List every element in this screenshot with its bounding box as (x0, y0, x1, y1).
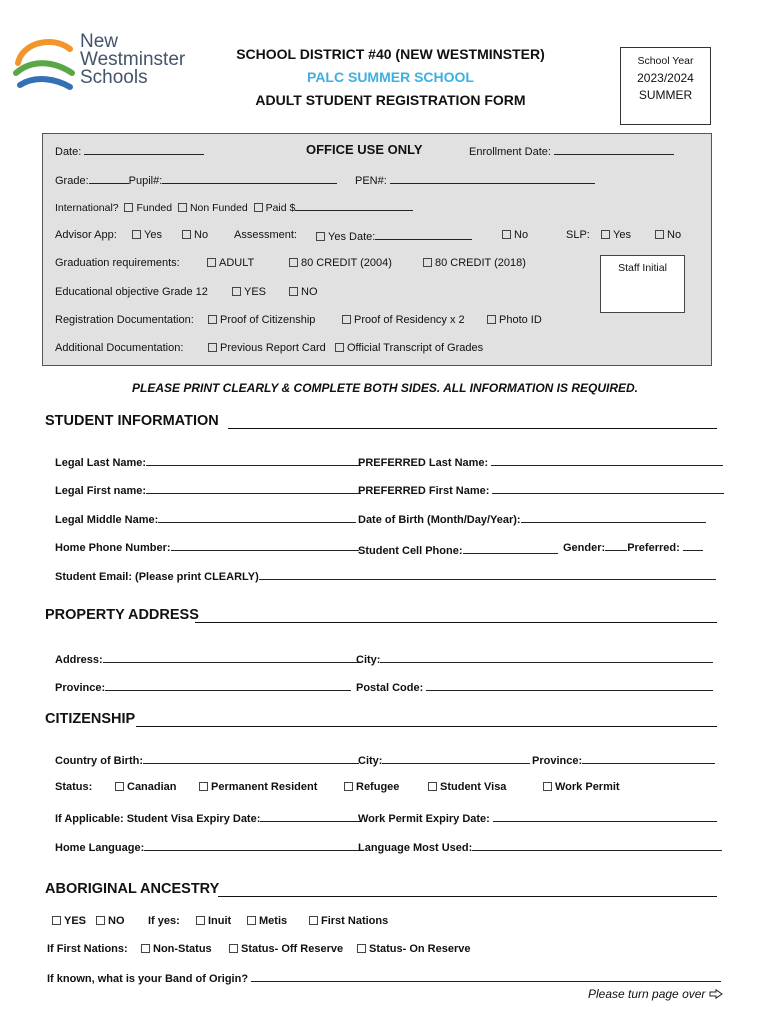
assessment-no-label: No (514, 229, 529, 241)
edu-label: Educational objective Grade 12 (55, 286, 208, 298)
credit-2018-label: 80 CREDIT (2018) (435, 257, 526, 269)
refugee-checkbox[interactable] (344, 782, 353, 791)
aboriginal-yes-option (52, 915, 86, 927)
lang-used-field[interactable] (472, 840, 722, 851)
band-row (47, 971, 721, 985)
international-label: International? (55, 202, 119, 214)
staff-initial-box[interactable] (600, 255, 685, 313)
non-status-label: Non-Status (153, 943, 212, 955)
pref-last-row (358, 455, 723, 469)
edu-yes-checkbox[interactable] (232, 287, 241, 296)
if-yes-label: If yes: (148, 915, 180, 927)
student-heading-rule (228, 428, 717, 429)
status-off-reserve-label: Status- Off Reserve (241, 943, 344, 955)
slp-yes-option (601, 229, 631, 241)
status-off-reserve-checkbox[interactable] (229, 944, 238, 953)
status-on-reserve-label: Status- On Reserve (369, 943, 471, 955)
proof-citizenship-checkbox[interactable] (208, 315, 217, 324)
grad-2004-option (289, 257, 392, 269)
visa-expiry-label: If Applicable: Student Visa Expiry Date: (55, 813, 261, 825)
metis-checkbox[interactable] (247, 916, 256, 925)
permanent-resident-label: Permanent Resident (211, 781, 318, 793)
birth-province-label: Province: (532, 755, 583, 767)
first-nations-checkbox[interactable] (309, 916, 318, 925)
edu-yes-label: YES (244, 286, 267, 298)
edu-no-label: NO (301, 286, 318, 298)
pref-first-field[interactable] (492, 483, 724, 494)
property-heading-rule (195, 622, 717, 623)
preferred-label: Preferred: (627, 542, 680, 554)
enrollment-date-field[interactable] (554, 144, 674, 155)
assessment-no-option (502, 229, 528, 241)
pref-last-label: PREFERRED Last Name: (358, 457, 489, 469)
logo-line-2: Westminster (80, 49, 186, 70)
country-row (55, 753, 359, 767)
legal-first-label: Legal First name: (55, 485, 147, 497)
advisor-label: Advisor App: (55, 229, 117, 241)
school-year-value: 2023/2024 (637, 71, 694, 85)
home-phone-row (55, 540, 359, 554)
grad-label: Graduation requirements: (55, 257, 180, 269)
gender-label: Gender: (563, 542, 606, 554)
citizenship-proof-option (208, 314, 315, 326)
property-heading: PROPERTY ADDRESS (45, 607, 199, 623)
district-logo (12, 33, 202, 97)
logo-line-3: Schools (80, 67, 148, 88)
grade-row (55, 173, 337, 187)
legal-last-row (55, 455, 361, 469)
if-fn-label: If First Nations: (47, 943, 128, 955)
pref-first-label: PREFERRED First Name: (358, 485, 490, 497)
student-visa-option (428, 781, 506, 793)
student-info-heading: STUDENT INFORMATION (45, 413, 219, 429)
country-field[interactable] (143, 753, 359, 764)
refugee-option (344, 781, 399, 793)
postal-row (356, 680, 713, 694)
form-title: ADULT STUDENT REGISTRATION FORM (255, 92, 526, 108)
office-date-field[interactable] (84, 144, 204, 155)
photo-id-label: Photo ID (499, 314, 542, 326)
edu-no-option (289, 286, 318, 298)
advisor-no-checkbox[interactable] (182, 230, 191, 239)
office-date-label: Date: (55, 146, 82, 158)
non-status-option (141, 943, 212, 955)
grade-label: Grade: (55, 175, 89, 187)
pen-label: PEN#: (355, 175, 387, 187)
turn-page-label: Please turn page over (588, 987, 706, 1001)
visa-expiry-field[interactable] (260, 811, 360, 822)
metis-label: Metis (259, 915, 288, 927)
province-label: Province: (55, 682, 106, 694)
paid-checkbox[interactable] (254, 203, 263, 212)
status-off-option (229, 943, 343, 955)
dob-row (358, 512, 706, 526)
work-permit-checkbox[interactable] (543, 782, 552, 791)
aboriginal-heading: ABORIGINAL ANCESTRY (45, 881, 220, 897)
slp-label: SLP: (566, 229, 590, 241)
grad-2018-option (423, 257, 526, 269)
slp-yes-label: Yes (613, 229, 631, 241)
residency-proof-option (342, 314, 465, 326)
district-title: SCHOOL DISTRICT #40 (NEW WESTMINSTER) (236, 46, 545, 62)
work-permit-option (543, 781, 620, 793)
slp-no-label: No (667, 229, 682, 241)
aboriginal-no-option (96, 915, 125, 927)
reg-doc-label: Registration Documentation: (55, 314, 194, 326)
permit-expiry-row (358, 811, 717, 825)
grade-field[interactable] (89, 173, 129, 184)
student-visa-checkbox[interactable] (428, 782, 437, 791)
dob-label: Date of Birth (Month/Day/Year): (358, 514, 521, 526)
status-on-option (357, 943, 470, 955)
gender-field[interactable] (605, 540, 627, 551)
paid-amount-field[interactable] (295, 200, 413, 211)
advisor-yes-checkbox[interactable] (132, 230, 141, 239)
funded-checkbox[interactable] (124, 203, 133, 212)
address-row (55, 652, 360, 666)
first-nations-option (309, 915, 388, 927)
citizenship-heading: CITIZENSHIP (45, 711, 136, 727)
permit-expiry-field[interactable] (493, 811, 717, 822)
pupil-label: Pupil#: (128, 175, 163, 187)
transcript-option (335, 342, 483, 354)
visa-expiry-row (55, 811, 360, 825)
school-year-box (620, 47, 711, 125)
hollow-right-arrow-icon (709, 989, 723, 999)
legal-middle-label: Legal Middle Name: (55, 514, 159, 526)
email-row (55, 569, 716, 583)
non-funded-label: Non Funded (189, 202, 248, 214)
proof-citizenship-label: Proof of Citizenship (220, 314, 316, 326)
advisor-no-label: No (194, 229, 209, 241)
aboriginal-no-checkbox[interactable] (96, 916, 105, 925)
grad-adult-option (207, 257, 254, 269)
advisor-no-option (182, 229, 208, 241)
postal-label: Postal Code: (356, 682, 424, 694)
assessment-date-field[interactable] (375, 229, 472, 240)
band-field[interactable] (251, 971, 721, 982)
home-lang-label: Home Language: (55, 842, 145, 854)
pref-first-row (358, 483, 724, 497)
photo-id-checkbox[interactable] (487, 315, 496, 324)
legal-last-field[interactable] (146, 455, 361, 466)
aboriginal-no-label: NO (108, 915, 125, 927)
add-doc-label: Additional Documentation: (55, 342, 184, 354)
credit-2004-checkbox[interactable] (289, 258, 298, 267)
permanent-option (199, 781, 317, 793)
address-field[interactable] (103, 652, 360, 663)
status-label: Status: (55, 781, 93, 793)
canadian-option (115, 781, 177, 793)
lang-used-row (358, 840, 722, 854)
assessment-no-checkbox[interactable] (502, 230, 511, 239)
school-year-label: School Year (637, 55, 694, 67)
home-phone-label: Home Phone Number: (55, 542, 171, 554)
funded-label: Funded (136, 202, 173, 214)
non-funded-checkbox[interactable] (178, 203, 187, 212)
assessment-yes-option (316, 229, 472, 243)
edu-yes-option (232, 286, 266, 298)
logo-line-1: New (80, 31, 119, 52)
address-label: Address: (55, 654, 103, 666)
logo-swoosh-icon (12, 33, 76, 97)
prev-report-option (208, 342, 326, 354)
enrollment-row (469, 144, 674, 158)
first-nations-label: First Nations (321, 915, 389, 927)
assessment-yes-date-label: Yes Date: (328, 231, 376, 243)
birth-city-field[interactable] (382, 753, 530, 764)
permanent-resident-checkbox[interactable] (199, 782, 208, 791)
legal-middle-field[interactable] (158, 512, 356, 523)
international-row (55, 200, 413, 214)
edu-no-checkbox[interactable] (289, 287, 298, 296)
home-lang-row (55, 840, 362, 854)
inuit-checkbox[interactable] (196, 916, 205, 925)
prev-report-label: Previous Report Card (220, 342, 326, 354)
home-lang-field[interactable] (144, 840, 362, 851)
province-field[interactable] (105, 680, 351, 691)
aboriginal-yes-checkbox[interactable] (52, 916, 61, 925)
office-use-title: OFFICE USE ONLY (306, 142, 423, 157)
turn-page-note (588, 987, 723, 1001)
slp-no-option (655, 229, 681, 241)
adult-checkbox[interactable] (207, 258, 216, 267)
prev-report-checkbox[interactable] (208, 343, 217, 352)
pupil-field[interactable] (162, 173, 337, 184)
citizenship-heading-rule (136, 726, 717, 727)
transcript-checkbox[interactable] (335, 343, 344, 352)
office-date-row (55, 144, 204, 158)
instructions-notice: PLEASE PRINT CLEARLY & COMPLETE BOTH SIDES. ALL INFORMATION IS REQUIRED. (131, 381, 639, 395)
email-label: Student Email: (Please print CLEARLY) (55, 571, 259, 583)
canadian-checkbox[interactable] (115, 782, 124, 791)
country-label: Country of Birth: (55, 755, 143, 767)
student-visa-label: Student Visa (440, 781, 507, 793)
cell-phone-row (358, 543, 558, 557)
birth-province-field[interactable] (582, 753, 715, 764)
assessment-label: Assessment: (234, 229, 297, 241)
non-status-checkbox[interactable] (141, 944, 150, 953)
staff-initial-label: Staff Initial (618, 262, 667, 274)
postal-field[interactable] (426, 680, 713, 691)
canadian-label: Canadian (127, 781, 177, 793)
assessment-yes-checkbox[interactable] (316, 232, 325, 241)
birth-city-label: City: (358, 755, 383, 767)
band-label: If known, what is your Band of Origin? (47, 973, 249, 985)
legal-middle-row (55, 512, 356, 526)
status-on-reserve-checkbox[interactable] (357, 944, 366, 953)
lang-used-label: Language Most Used: (358, 842, 473, 854)
birth-province-row (532, 753, 715, 767)
gender-row (563, 540, 703, 554)
legal-first-row (55, 483, 361, 497)
program-title: PALC SUMMER SCHOOL (307, 69, 474, 85)
home-phone-field[interactable] (171, 540, 359, 551)
dob-field[interactable] (521, 512, 706, 523)
advisor-yes-option (132, 229, 162, 241)
slp-yes-checkbox[interactable] (601, 230, 610, 239)
adult-label: ADULT (219, 257, 255, 269)
cell-phone-field[interactable] (463, 543, 558, 554)
transcript-label: Official Transcript of Grades (347, 342, 484, 354)
refugee-label: Refugee (356, 781, 400, 793)
work-permit-label: Work Permit (555, 781, 620, 793)
advisor-yes-label: Yes (144, 229, 162, 241)
legal-last-label: Legal Last Name: (55, 457, 147, 469)
prop-city-row (356, 652, 713, 666)
province-row (55, 680, 351, 694)
metis-option (247, 915, 287, 927)
aboriginal-heading-rule (218, 896, 717, 897)
preferred-field[interactable] (683, 540, 703, 551)
credit-2004-label: 80 CREDIT (2004) (301, 257, 392, 269)
birth-city-row (358, 753, 530, 767)
pref-last-field[interactable] (491, 455, 723, 466)
prop-city-field[interactable] (380, 652, 713, 663)
enrollment-label: Enrollment Date: (469, 146, 551, 158)
photo-id-option (487, 314, 542, 326)
permit-expiry-label: Work Permit Expiry Date: (358, 813, 490, 825)
pen-row (355, 173, 595, 187)
term-value: SUMMER (638, 88, 693, 102)
credit-2018-checkbox[interactable] (423, 258, 432, 267)
proof-residency-checkbox[interactable] (342, 315, 351, 324)
cell-phone-label: Student Cell Phone: (358, 545, 463, 557)
pen-field[interactable] (390, 173, 595, 184)
prop-city-label: City: (356, 654, 381, 666)
office-use-box (42, 133, 712, 366)
proof-residency-label: Proof of Residency x 2 (354, 314, 465, 326)
aboriginal-yes-label: YES (64, 915, 87, 927)
paid-label: Paid $ (265, 202, 296, 214)
slp-no-checkbox[interactable] (655, 230, 664, 239)
inuit-option (196, 915, 231, 927)
email-field[interactable] (259, 569, 716, 580)
inuit-label: Inuit (208, 915, 232, 927)
legal-first-field[interactable] (146, 483, 361, 494)
